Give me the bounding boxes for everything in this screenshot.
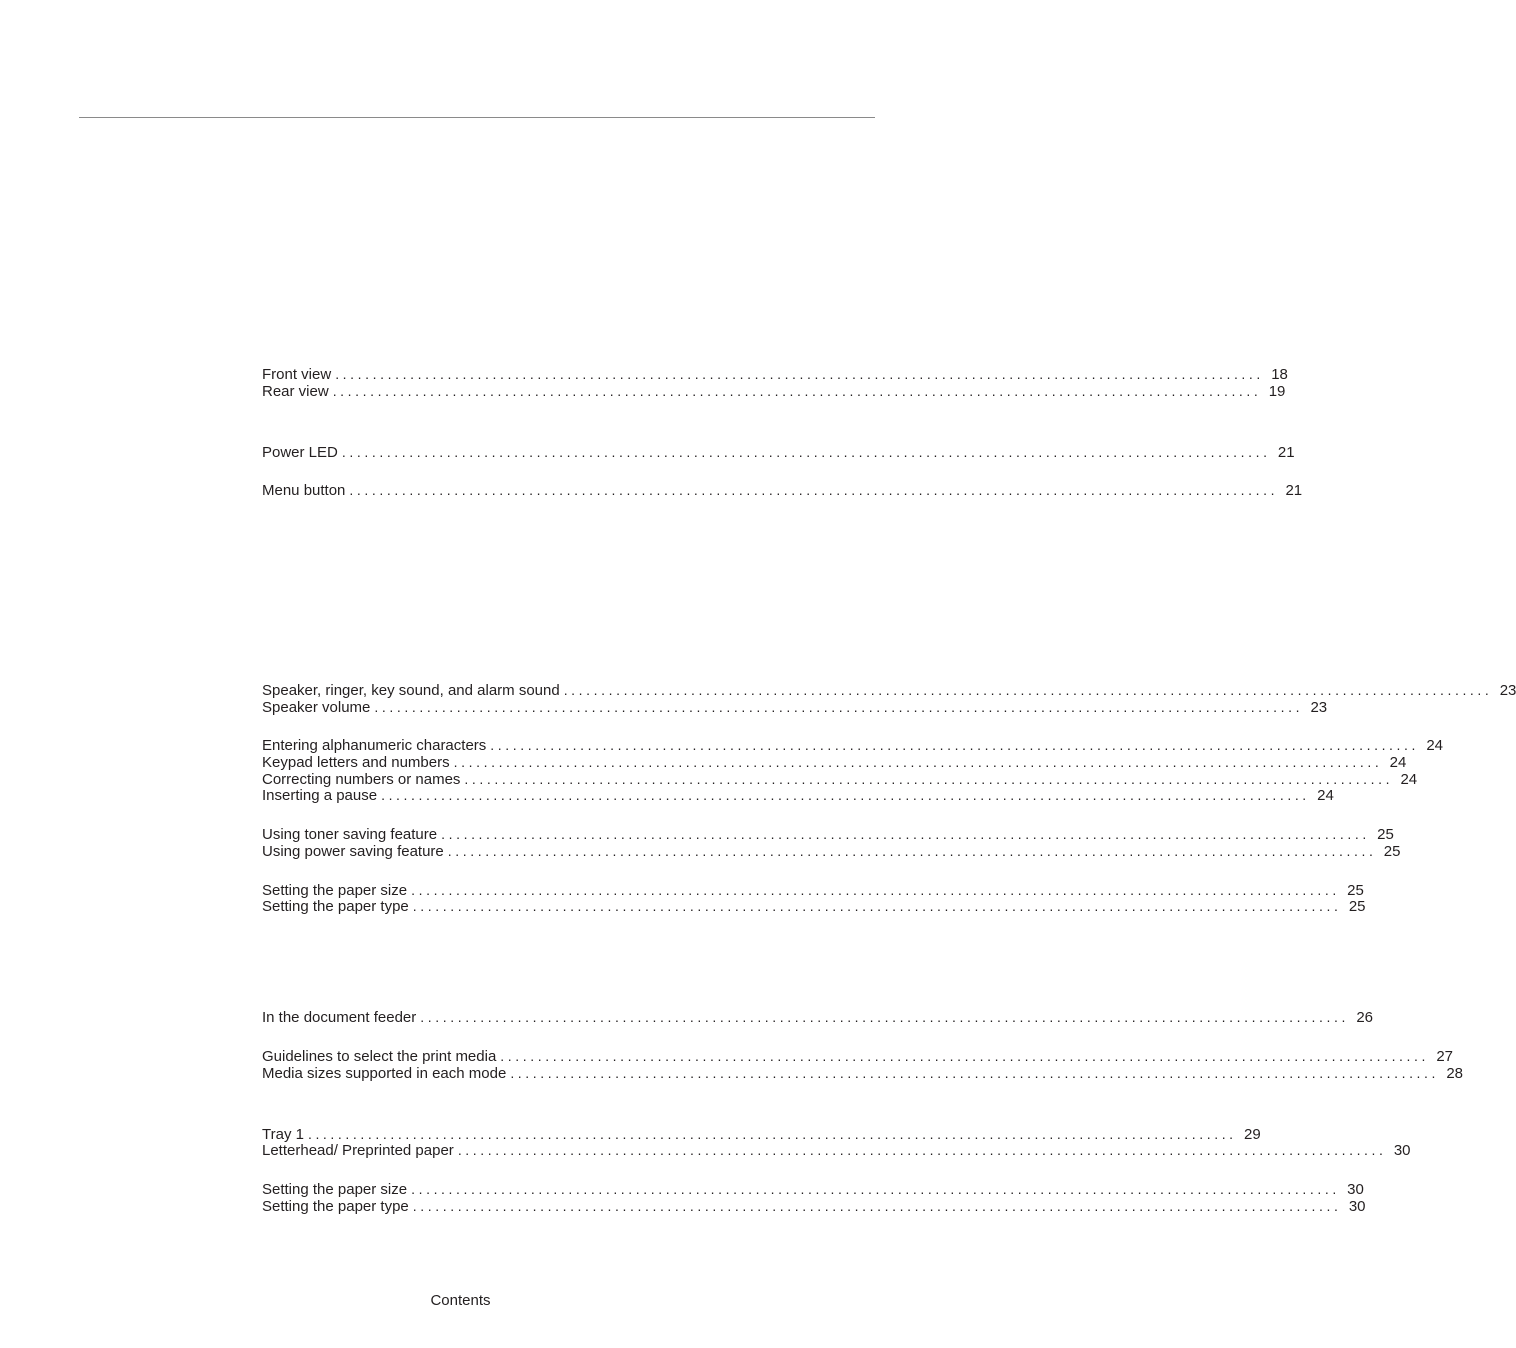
toc-dot-leader: ............................................................................................................................	[411, 882, 1340, 898]
toc-dot-leader: ............................................................................................................................	[453, 754, 1383, 770]
toc-entry-page: 25	[1348, 898, 1366, 915]
toc-entry-title: Menu button	[262, 482, 346, 499]
toc-entry-page: 29	[1243, 1126, 1261, 1143]
toc-entry-title: Guidelines to select the print media	[262, 1048, 497, 1065]
toc-dot-leader: ............................................................................................................................	[457, 1142, 1387, 1158]
toc-entry[interactable]	[262, 825, 1394, 843]
toc-entry-title: Correcting numbers or names	[262, 771, 461, 788]
toc-entry[interactable]	[262, 1141, 1411, 1159]
toc-entry-title: Front view	[262, 366, 332, 383]
toc-dot-leader: ............................................................................................................................	[441, 826, 1370, 842]
toc-dot-leader: ............................................................................................................................	[411, 1181, 1340, 1197]
toc-entry-page: 27	[1436, 1048, 1454, 1065]
toc-dot-leader: ............................................................................................................................	[563, 682, 1493, 698]
toc-entry-page: 24	[1389, 754, 1407, 771]
header-rule	[79, 117, 875, 118]
toc-entry[interactable]	[262, 443, 1295, 461]
toc-dot-leader: ............................................................................................................................	[420, 1009, 1349, 1025]
toc-entry-title: Using toner saving feature	[262, 826, 438, 843]
toc-dot-leader: ............................................................................................................................	[307, 1126, 1237, 1142]
toc-dot-leader: ............................................................................................................................	[500, 1048, 1430, 1064]
toc-entry-page: 23	[1499, 682, 1516, 699]
toc-entry-title: Speaker volume	[262, 699, 371, 716]
toc-entry-page: 28	[1446, 1065, 1464, 1082]
toc-dot-leader: ............................................................................................................................	[412, 1198, 1342, 1214]
toc-entry[interactable]	[262, 897, 1366, 915]
toc-dot-leader: ............................................................................................................................	[349, 482, 1279, 498]
toc-entry-title: Power LED	[262, 444, 338, 461]
toc-entry-title: In the document feeder	[262, 1009, 417, 1026]
toc-dot-leader: ............................................................................................................................	[412, 898, 1342, 914]
toc-entry-page: 25	[1347, 882, 1364, 899]
toc-dot-leader: ............................................................................................................................	[490, 737, 1420, 753]
toc-entry-page: 24	[1400, 771, 1418, 788]
toc-entry[interactable]	[262, 842, 1401, 860]
toc-entry-title: Entering alphanumeric characters	[262, 737, 487, 754]
toc-entry[interactable]	[262, 365, 1288, 383]
toc-entry[interactable]	[262, 1064, 1464, 1082]
toc-entry[interactable]	[262, 698, 1328, 716]
toc-entry[interactable]	[262, 753, 1407, 771]
toc-entry-title: Inserting a pause	[262, 787, 378, 804]
toc-dot-leader: ............................................................................................................................	[464, 771, 1394, 787]
toc-entry[interactable]	[262, 1197, 1366, 1215]
toc-entry-page: 26	[1356, 1009, 1373, 1026]
toc-entry-title: Rear view	[262, 383, 329, 400]
toc-entry-title: Setting the paper type	[262, 1198, 409, 1215]
toc-entry-page: 30	[1393, 1142, 1411, 1159]
page-footer-label: Contents	[430, 1292, 491, 1309]
toc-entry-page: 25	[1383, 843, 1401, 860]
toc-dot-leader: ............................................................................................................................	[332, 383, 1262, 399]
toc-entry-title: Setting the paper type	[262, 898, 409, 915]
toc-entry[interactable]	[262, 382, 1286, 400]
toc-entry-title: Tray 1	[262, 1126, 304, 1143]
toc-dot-leader: ............................................................................................................................	[510, 1065, 1440, 1081]
toc-entry[interactable]	[262, 786, 1334, 804]
toc-entry[interactable]	[262, 1008, 1373, 1026]
toc-dot-leader: ............................................................................................................................	[381, 787, 1310, 803]
toc-entry-page: 19	[1268, 383, 1286, 400]
toc-entry-title: Letterhead/ Preprinted paper	[262, 1142, 454, 1159]
toc-entry-page: 21	[1277, 444, 1295, 461]
toc-entry-title: Using power saving feature	[262, 843, 444, 860]
toc-entry-page: 30	[1347, 1181, 1364, 1198]
toc-entry-title: Media sizes supported in each mode	[262, 1065, 507, 1082]
toc-entry-page: 21	[1285, 482, 1303, 499]
toc-entry[interactable]	[262, 681, 1516, 699]
toc-entry-title: Setting the paper size	[262, 1181, 408, 1198]
toc-entry[interactable]	[262, 736, 1444, 754]
toc-entry[interactable]	[262, 1047, 1454, 1065]
toc-entry-title: Setting the paper size	[262, 882, 408, 899]
toc-entry-page: 23	[1310, 699, 1328, 716]
toc-entry-page: 30	[1348, 1198, 1366, 1215]
toc-entry[interactable]	[262, 481, 1303, 499]
toc-dot-leader: ............................................................................................................................	[447, 843, 1377, 859]
toc-dot-leader: ............................................................................................................................	[374, 699, 1304, 715]
toc-dot-leader: ............................................................................................................................	[335, 366, 1264, 382]
toc-entry-page: 24	[1426, 737, 1444, 754]
toc-entry-title: Keypad letters and numbers	[262, 754, 450, 771]
toc-dot-leader: ............................................................................................................................	[341, 444, 1271, 460]
toc-entry-page: 24	[1317, 787, 1334, 804]
toc-entry-title: Speaker, ringer, key sound, and alarm sound	[262, 682, 560, 699]
toc-entry-page: 18	[1271, 366, 1288, 383]
toc-entry[interactable]	[262, 1180, 1364, 1198]
toc-entry-page: 25	[1377, 826, 1394, 843]
